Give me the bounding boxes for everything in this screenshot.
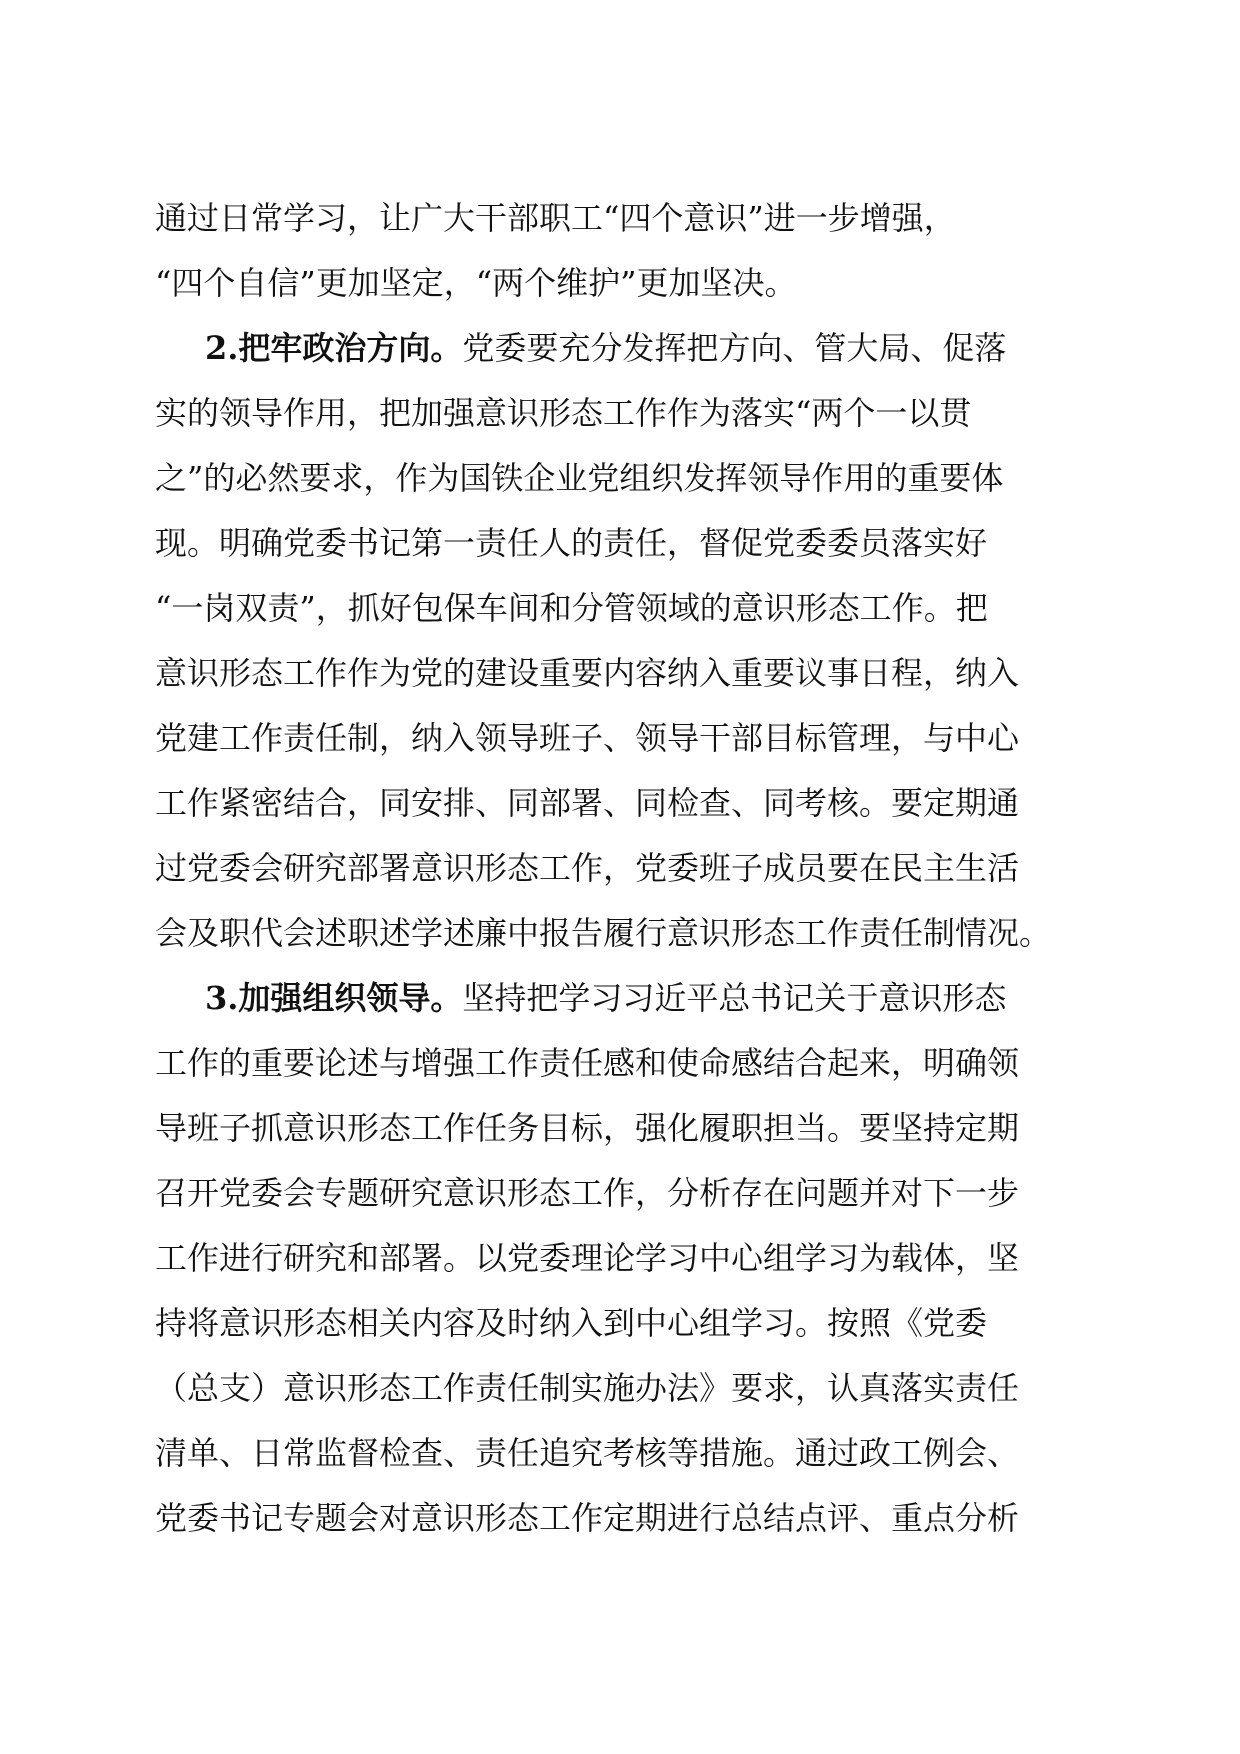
text-line: （总支）意识形态工作责任制实施办法》要求，认真落实责任 xyxy=(155,1369,1020,1407)
text-run: 党委要充分发挥把方向、管大局、促落 xyxy=(462,329,1007,367)
text-line: 持将意识形态相关内容及时纳入到中心组学习。按照《党委 xyxy=(155,1304,988,1342)
paragraph-first-line xyxy=(155,316,1155,381)
text-line: 工作紧密结合，同安排、同部署、同检查、同考核。要定期通 xyxy=(155,784,1020,822)
section-heading: 2.把牢政治方向。 xyxy=(205,329,463,367)
text-line: 党建工作责任制，纳入领导班子、领导干部目标管理，与中心 xyxy=(155,719,1020,757)
text-line: 意识形态工作作为党的建设重要内容纳入重要议事日程，纳入 xyxy=(155,654,1020,692)
text-line: 通过日常学习，让广大干部职工“四个意识”进一步增强， xyxy=(155,199,956,237)
text-line: 实的领导作用，把加强意识形态工作作为落实“两个一以贯 xyxy=(155,394,972,432)
text-line: 导班子抓意识形态工作任务目标，强化履职担当。要坚持定期 xyxy=(155,1109,1020,1147)
text-line: 之”的必然要求，作为国铁企业党组织发挥领导作用的重要体 xyxy=(155,459,1004,497)
text-line: “一岗双责”，抓好包保车间和分管领域的意识形态工作。把 xyxy=(155,589,988,627)
text-line: 现。明确党委书记第一责任人的责任，督促党委委员落实好 xyxy=(155,524,988,562)
text-line: 党委书记专题会对意识形态工作定期进行总结点评、重点分析 xyxy=(155,1499,1020,1537)
text-line: 清单、日常监督检查、责任追究考核等措施。通过政工例会、 xyxy=(155,1434,1020,1472)
text-line: 会及职代会述职述学述廉中报告履行意识形态工作责任制情况。 xyxy=(155,914,1052,952)
section-heading: 3.加强组织领导。 xyxy=(205,979,463,1017)
paragraph-first-line xyxy=(155,966,1155,1031)
paragraph-1 xyxy=(155,186,1155,316)
text-run: 坚持把学习习近平总书记关于意识形态 xyxy=(462,979,1007,1017)
text-line: “四个自信”更加坚定，“两个维护”更加坚决。 xyxy=(155,264,797,302)
text-line: 过党委会研究部署意识形态工作，党委班子成员要在民主生活 xyxy=(155,849,1020,887)
text-line: 召开党委会专题研究意识形态工作，分析存在问题并对下一步 xyxy=(155,1174,1020,1212)
text-line: 工作的重要论述与增强工作责任感和使命感结合起来，明确领 xyxy=(155,1044,1020,1082)
text-line: 工作进行研究和部署。以党委理论学习中心组学习为载体，坚 xyxy=(155,1239,1020,1277)
body-text xyxy=(155,186,1155,1551)
paragraph-2 xyxy=(155,316,1155,966)
paragraph-3 xyxy=(155,966,1155,1551)
